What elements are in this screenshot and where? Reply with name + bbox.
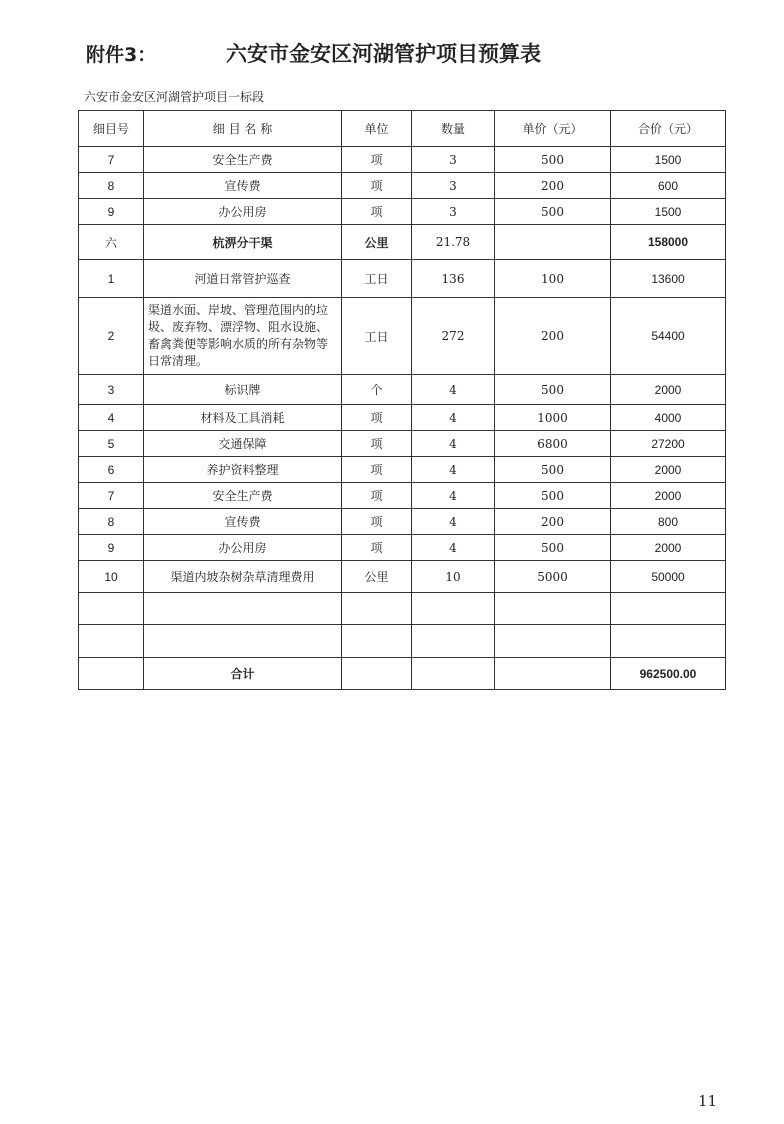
table-row [79, 298, 726, 375]
item-unit: 项 [342, 509, 412, 535]
item-no: 7 [79, 147, 144, 173]
item-no: 9 [79, 535, 144, 561]
item-quantity: 4 [412, 431, 495, 457]
column-header-item-name: 细 目 名 称 [144, 111, 342, 147]
empty-cell [342, 593, 412, 625]
item-quantity: 4 [412, 509, 495, 535]
item-total: 1500 [611, 147, 726, 173]
item-unit: 项 [342, 199, 412, 225]
item-unit: 项 [342, 405, 412, 431]
empty-cell [412, 658, 495, 690]
empty-cell [144, 593, 342, 625]
item-quantity: 3 [412, 199, 495, 225]
item-no: 2 [79, 298, 144, 375]
column-header-item-no: 细目号 [79, 111, 144, 147]
item-no: 9 [79, 199, 144, 225]
section-caption: 六安市金安区河湖管护项目一标段 [84, 90, 265, 104]
table-row-empty [79, 625, 726, 658]
empty-cell [412, 625, 495, 658]
table-row [79, 405, 726, 431]
item-name: 渠道水面、岸坡、管理范围内的垃圾、废弃物、漂浮物、阻水设施、畜禽粪便等影响水质的所有杂物等日常清理。 [144, 298, 342, 375]
column-header-total-price: 合价（元） [611, 111, 726, 147]
table-header-row [79, 111, 726, 147]
item-name: 渠道内坡杂树杂草清理费用 [144, 561, 342, 593]
item-unit: 工日 [342, 298, 412, 375]
budget-table [78, 110, 726, 690]
item-unit-price: 500 [495, 375, 611, 405]
table-row [79, 509, 726, 535]
item-unit-price [495, 225, 611, 260]
table-row-section [79, 225, 726, 260]
empty-cell [342, 625, 412, 658]
item-unit: 工日 [342, 260, 412, 298]
item-unit: 项 [342, 457, 412, 483]
item-unit-price: 500 [495, 535, 611, 561]
table-row-empty [79, 593, 726, 625]
table-row [79, 431, 726, 457]
column-header-unit-price: 单价（元） [495, 111, 611, 147]
item-quantity: 4 [412, 405, 495, 431]
item-unit: 项 [342, 535, 412, 561]
item-no: 5 [79, 431, 144, 457]
attachment-label: 附件3： [86, 44, 157, 66]
item-unit: 项 [342, 431, 412, 457]
item-unit: 个 [342, 375, 412, 405]
total-label: 合计 [144, 658, 342, 690]
item-total: 1500 [611, 199, 726, 225]
item-total: 4000 [611, 405, 726, 431]
empty-cell [495, 593, 611, 625]
item-total: 2000 [611, 375, 726, 405]
item-total: 54400 [611, 298, 726, 375]
item-unit-price: 500 [495, 483, 611, 509]
item-name: 杭淠分干渠 [144, 225, 342, 260]
empty-cell [611, 625, 726, 658]
empty-cell [144, 625, 342, 658]
item-total: 600 [611, 173, 726, 199]
item-name: 材料及工具消耗 [144, 405, 342, 431]
item-quantity: 3 [412, 147, 495, 173]
table-row [79, 483, 726, 509]
item-quantity: 136 [412, 260, 495, 298]
page-title: 六安市金安区河湖管护项目预算表 [226, 42, 541, 66]
item-unit-price: 200 [495, 173, 611, 199]
table-row [79, 561, 726, 593]
column-header-quantity: 数量 [412, 111, 495, 147]
item-total: 2000 [611, 483, 726, 509]
item-unit-price: 500 [495, 199, 611, 225]
table-row [79, 173, 726, 199]
item-unit: 项 [342, 147, 412, 173]
grand-total: 962500.00 [611, 658, 726, 690]
table-row [79, 457, 726, 483]
item-name: 宣传费 [144, 509, 342, 535]
empty-cell [495, 658, 611, 690]
item-no: 8 [79, 509, 144, 535]
item-no: 1 [79, 260, 144, 298]
item-no: 4 [79, 405, 144, 431]
item-unit-price: 500 [495, 457, 611, 483]
item-quantity: 4 [412, 483, 495, 509]
item-no: 10 [79, 561, 144, 593]
table-row [79, 199, 726, 225]
item-name: 养护资料整理 [144, 457, 342, 483]
item-unit: 公里 [342, 225, 412, 260]
item-name: 安全生产费 [144, 147, 342, 173]
item-total: 2000 [611, 535, 726, 561]
empty-cell [79, 625, 144, 658]
item-total: 2000 [611, 457, 726, 483]
item-unit: 项 [342, 483, 412, 509]
empty-cell [412, 593, 495, 625]
item-quantity: 3 [412, 173, 495, 199]
table-row [79, 535, 726, 561]
item-unit-price: 200 [495, 298, 611, 375]
item-quantity: 10 [412, 561, 495, 593]
item-total: 27200 [611, 431, 726, 457]
table-row [79, 375, 726, 405]
item-name: 宣传费 [144, 173, 342, 199]
table-total-row [79, 658, 726, 690]
column-header-unit: 单位 [342, 111, 412, 147]
item-total: 50000 [611, 561, 726, 593]
item-unit-price: 500 [495, 147, 611, 173]
item-name: 办公用房 [144, 199, 342, 225]
item-name: 标识牌 [144, 375, 342, 405]
empty-cell [611, 593, 726, 625]
page-number: 11 [698, 1092, 718, 1110]
item-no: 六 [79, 225, 144, 260]
item-unit-price: 100 [495, 260, 611, 298]
item-no: 7 [79, 483, 144, 509]
item-name: 河道日常管护巡查 [144, 260, 342, 298]
item-quantity: 21.78 [412, 225, 495, 260]
item-no: 3 [79, 375, 144, 405]
item-total: 13600 [611, 260, 726, 298]
table-row [79, 147, 726, 173]
empty-cell [79, 593, 144, 625]
item-unit: 公里 [342, 561, 412, 593]
empty-cell [342, 658, 412, 690]
item-name: 办公用房 [144, 535, 342, 561]
item-no: 6 [79, 457, 144, 483]
item-quantity: 4 [412, 535, 495, 561]
item-quantity: 4 [412, 457, 495, 483]
item-total: 158000 [611, 225, 726, 260]
item-quantity: 272 [412, 298, 495, 375]
item-unit-price: 1000 [495, 405, 611, 431]
empty-cell [495, 625, 611, 658]
item-unit-price: 6800 [495, 431, 611, 457]
item-name: 安全生产费 [144, 483, 342, 509]
item-unit-price: 5000 [495, 561, 611, 593]
item-unit: 项 [342, 173, 412, 199]
item-unit-price: 200 [495, 509, 611, 535]
item-no: 8 [79, 173, 144, 199]
item-quantity: 4 [412, 375, 495, 405]
item-name: 交通保障 [144, 431, 342, 457]
table-row [79, 260, 726, 298]
empty-cell [79, 658, 144, 690]
item-total: 800 [611, 509, 726, 535]
